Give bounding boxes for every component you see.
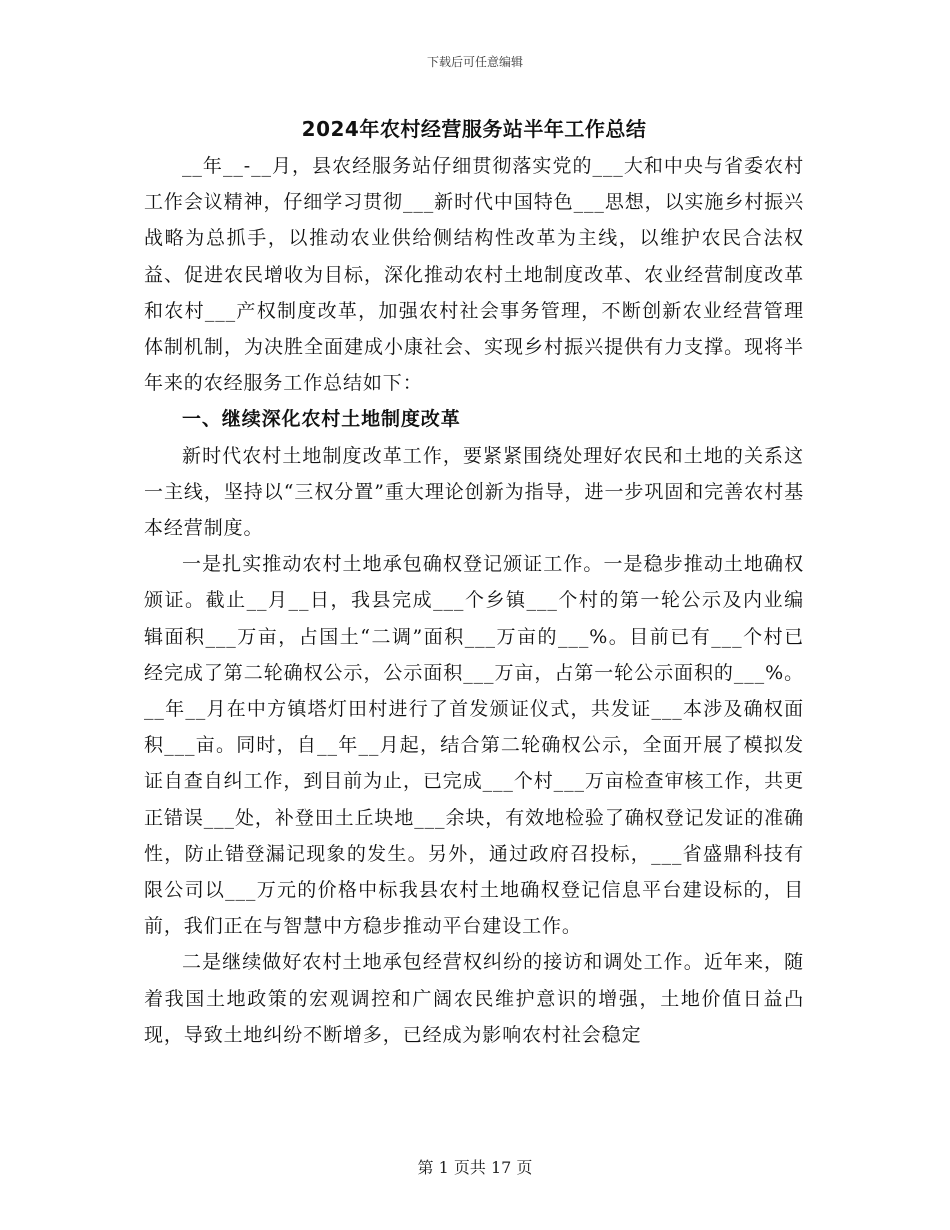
section-heading: 一、继续深化农村土地制度改革 bbox=[182, 408, 461, 431]
paragraph-intro: __年__-__月，县农经服务站仔细贯彻落实党的___大和中央与省委农村工作会议精神，仔细学习贯彻___新时代中国特色___思想，以实施乡村振兴战略为总抓手，以推动农业供给侧结构性改革为主线，以维护农民合法权益、促进农民增收为目标，深化推动农村土地制度改革、农业经营制度改革和农村___产权制度改革，加强农村社会事务管理，不断创新农业经营管理体制机制，为决胜全面建成小康社会、实现乡村振兴提供有力支撑。现将半年来的农经服务工作总结如下： bbox=[144, 155, 804, 395]
paragraph-land-registration: 一是扎实推动农村土地承包确权登记颁证工作。一是稳步推动土地确权颁证。截止__月__日，我县完成___个乡镇___个村的第一轮公示及内业编辑面积___万亩，占国土“二调”面积___万亩的___%。目前已有___个村已经完成了第二轮确权公示，公示面积___万亩，占第一轮公示面积的___%。__年__月在中方镇塔灯田村进行了首发颁证仪式，共发证___本涉及确权面积___亩。同时，自__年__月起，结合第二轮确权公示，全面开展了模拟发证自查自纠工作，到目前为止，已完成___个村___万亩检查审核工作，共更正错误___处，补登田土丘块地___余块，有效地检验了确权登记发证的准确性，防止错登漏记现象的发生。另外，通过政府召投标，___省盛鼎科技有限公司以___万元的价格中标我县农村土地确权登记信息平台建设标的，目前，我们正在与智慧中方稳步推动平台建设工作。 bbox=[144, 553, 804, 938]
document-title: 2024年农村经营服务站半年工作总结 bbox=[301, 117, 647, 141]
paragraph-section-intro: 新时代农村土地制度改革工作，要紧紧围绕处理好农民和土地的关系这一主线，坚持以“三权分置”重大理论创新为指导，进一步巩固和完善农村基本经营制度。 bbox=[144, 444, 804, 540]
document-body bbox=[144, 110, 804, 1053]
page-number: 第 1 页共 17 页 bbox=[417, 1158, 533, 1177]
paragraph-land-disputes: 二是继续做好农村土地承包经营权纠纷的接访和调处工作。近年来，随着我国土地政策的宏观调控和广阔农民维护意识的增强，土地价值日益凸现，导致土地纠纷不断增多，已经成为影响农村社会稳定 bbox=[144, 951, 804, 1046]
page-header: 下载后可任意编辑 bbox=[426, 55, 523, 69]
